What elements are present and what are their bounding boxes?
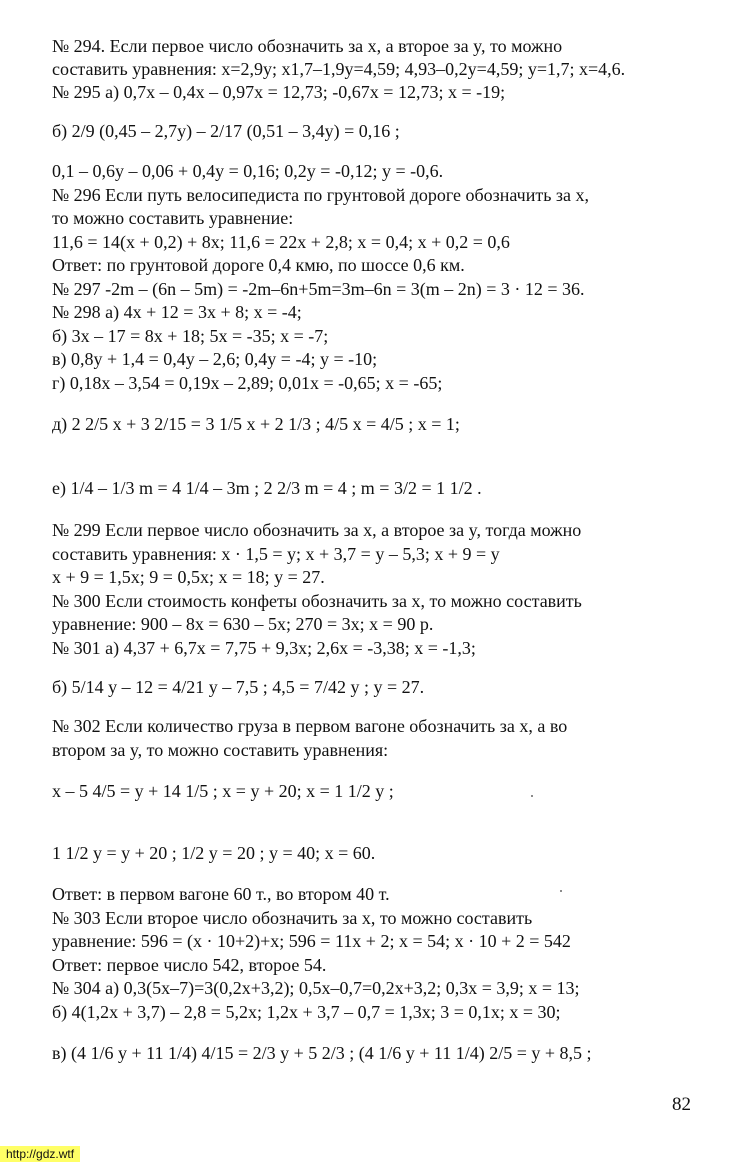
problem-296-equation: 11,6 = 14(x + 0,2) + 8x; 11,6 = 22x + 2,8; x = 0,4; x + 0,2 = 0,6	[52, 232, 510, 252]
problem-296-line-2: то можно составить уравнение:	[52, 208, 294, 228]
problem-299-solution: x + 9 = 1,5x; 9 = 0,5x; x = 18; y = 27.	[52, 567, 325, 587]
problem-298-b: б) 3x – 17 = 8x + 18; 5x = -35; x = -7;	[52, 326, 329, 346]
problem-295-a: № 295 а) 0,7x – 0,4x – 0,97x = 12,73; -0,67x = 12,73; x = -19;	[52, 82, 506, 102]
problem-297: № 297 -2m – (6n – 5m) = -2m–6n+5m=3m–6n = 3(m – 2n) = 3 · 12 = 36.	[52, 279, 585, 299]
problem-302-solution: 1 1/2 y = y + 20 ; 1/2 y = 20 ; y = 40; x = 60.	[52, 843, 376, 863]
problem-298-a: № 298 а) 4x + 12 = 3x + 8; x = -4;	[52, 302, 302, 322]
problem-299-line-2: составить уравнения: x · 1,5 = y; x + 3,7 = y – 5,3; x + 9 = y	[52, 544, 500, 564]
problem-294-line-1: № 294. Если первое число обозначить за x, а второе за y, то можно	[52, 36, 563, 56]
problem-304-v: в) (4 1/6 y + 11 1/4) 4/15 = 2/3 y + 5 2/3 ; (4 1/6 y + 11 1/4) 2/5 = y + 8,5 ;	[52, 1043, 592, 1063]
problem-302-line-1: № 302 Если количество груза в первом вагоне обозначить за x, а во	[52, 716, 568, 736]
problem-298-d: д) 2 2/5 x + 3 2/15 = 3 1/5 x + 2 1/3 ; 4/5 x = 4/5 ; x = 1;	[52, 414, 460, 434]
scan-speck	[560, 890, 562, 892]
problem-301-b: б) 5/14 y – 12 = 4/21 y – 7,5 ; 4,5 = 7/42 y ; y = 27.	[52, 677, 425, 697]
problem-299-line-1: № 299 Если первое число обозначить за x, а второе за y, тогда можно	[52, 520, 582, 540]
problem-301-a: № 301 а) 4,37 + 6,7x = 7,75 + 9,3x; 2,6x = -3,38; x = -1,3;	[52, 638, 476, 658]
problem-300-line-2: уравнение: 900 – 8x = 630 – 5x; 270 = 3x; x = 90 р.	[52, 614, 434, 634]
scan-speck	[531, 795, 533, 797]
problem-298-g: г) 0,18x – 3,54 = 0,19x – 2,89; 0,01x = -0,65; x = -65;	[52, 373, 443, 393]
source-watermark[interactable]: http://gdz.wtf	[0, 1146, 80, 1162]
problem-300-line-1: № 300 Если стоимость конфеты обозначить за x, то можно составить	[52, 591, 582, 611]
problem-296-answer: Ответ: по грунтовой дороге 0,4 кмю, по шоссе 0,6 км.	[52, 255, 465, 275]
problem-294-line-2: составить уравнения: x=2,9y; x1,7–1,9y=4,59; 4,93–0,2y=4,59; y=1,7; x=4,6.	[52, 59, 626, 79]
problem-302-line-2: втором за y, то можно составить уравнения:	[52, 740, 389, 760]
problem-303-line-2: уравнение: 596 = (x · 10+2)+x; 596 = 11x + 2; x = 54; x · 10 + 2 = 542	[52, 931, 571, 951]
page-number: 82	[672, 1094, 691, 1115]
problem-302-equations: x – 5 4/5 = y + 14 1/5 ; x = y + 20; x = 1 1/2 y ;	[52, 781, 394, 801]
problem-304-b: б) 4(1,2x + 3,7) – 2,8 = 5,2x; 1,2x + 3,7 – 0,7 = 1,3x; 3 = 0,1x; x = 30;	[52, 1002, 561, 1022]
problem-295-b-solution: 0,1 – 0,6y – 0,06 + 0,4y = 0,16; 0,2y = -0,12; y = -0,6.	[52, 161, 444, 181]
problem-295-b: б) 2/9 (0,45 – 2,7y) – 2/17 (0,51 – 3,4y) = 0,16 ;	[52, 121, 400, 141]
problem-296-line-1: № 296 Если путь велосипедиста по грунтовой дороге обозначить за x,	[52, 185, 590, 205]
problem-303-answer: Ответ: первое число 542, второе 54.	[52, 955, 327, 975]
problem-302-answer: Ответ: в первом вагоне 60 т., во втором 40 т.	[52, 884, 390, 904]
problem-298-v: в) 0,8y + 1,4 = 0,4y – 2,6; 0,4y = -4; y = -10;	[52, 349, 378, 369]
problem-304-a: № 304 а) 0,3(5x–7)=3(0,2x+3,2); 0,5x–0,7=0,2x+3,2; 0,3x = 3,9; x = 13;	[52, 978, 580, 998]
problem-303-line-1: № 303 Если второе число обозначить за x, то можно составить	[52, 908, 533, 928]
problem-298-e: е) 1/4 – 1/3 m = 4 1/4 – 3m ; 2 2/3 m = 4 ; m = 3/2 = 1 1/2 .	[52, 478, 482, 498]
